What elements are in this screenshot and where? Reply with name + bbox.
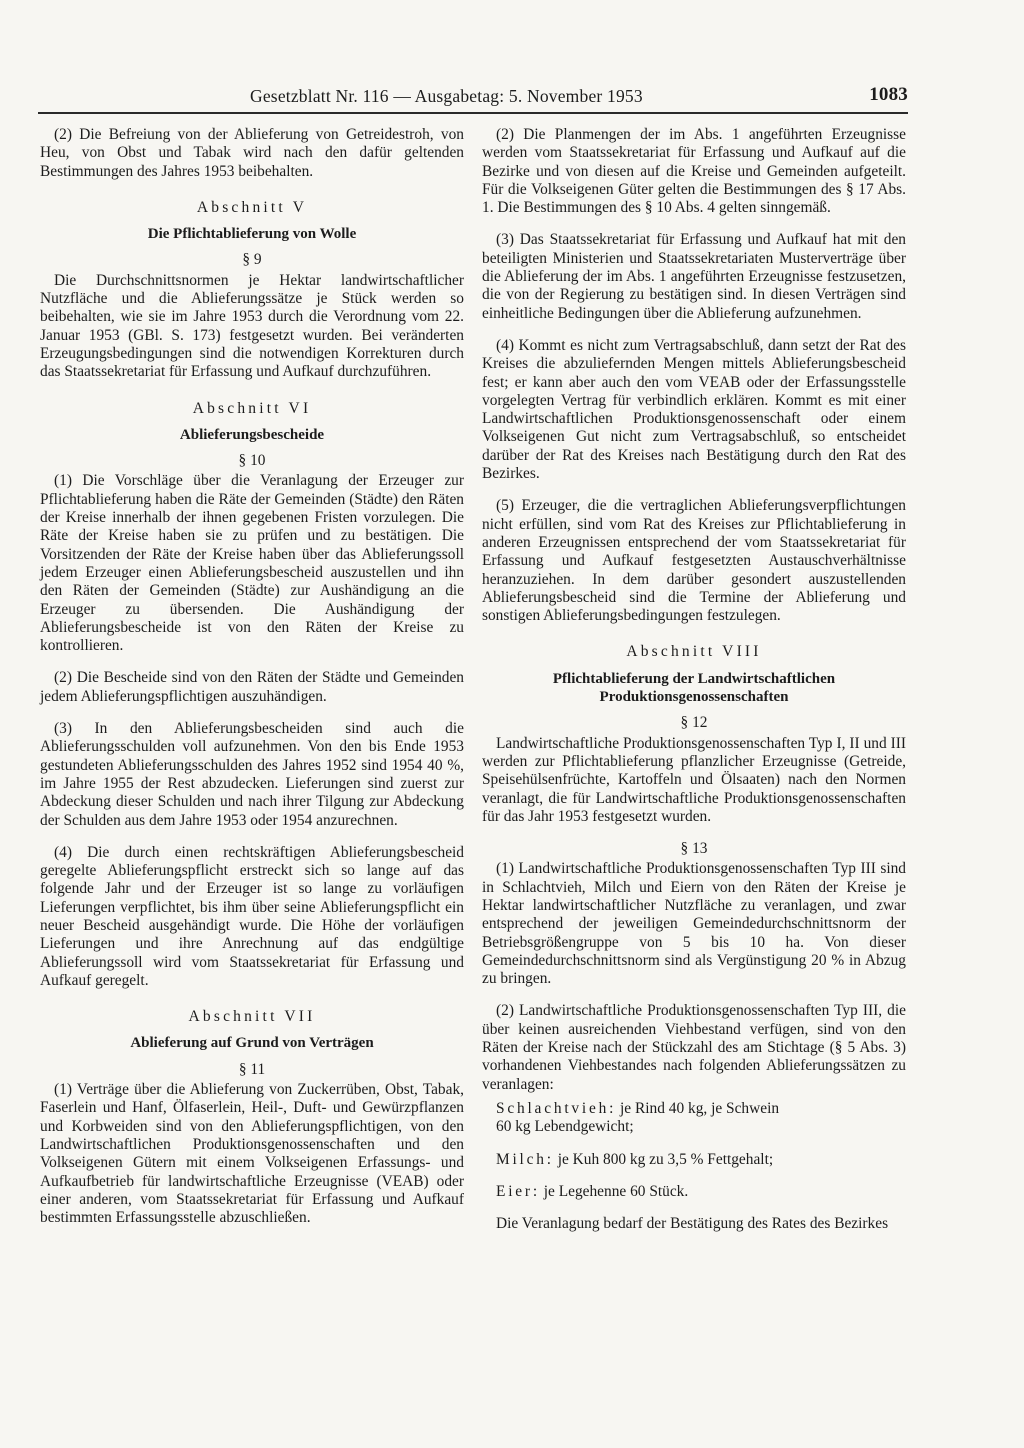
paragraph: Die Durchschnittsnormen je Hektar landwirtschaftlicher Nutzfläche und die Ablieferungssätze je Stück werden so beibehalten, wie sie im Jahre 1953 durch die Verordnung vom 22. Januar 1953 (GBl. S. 173) festgesetzt wurden. Bei veränderten Erzeugungsbedingungen sind die notwendigen Korrekturen durch das Staatssekretariat für Erfassung und Aufkauf durchzuführen. bbox=[40, 271, 464, 381]
page-header bbox=[90, 84, 908, 114]
section-title: Abschnitt VII bbox=[188, 1008, 316, 1026]
header-rule bbox=[38, 112, 908, 114]
right-column bbox=[482, 126, 906, 1247]
paragraph: Die Veranlagung bedarf der Bestätigung des Rates des Bezirkes bbox=[496, 1215, 889, 1233]
paragraph: (1) Die Vorschläge über die Veranlagung der Erzeuger zur Pflichtablieferung haben die Räte der Gemeinden (Städte) den Räten der Kreise innerhalb der ihnen gegebenen Fristen vorzulegen. Die Räte der Kreise haben sie zu prüfen und zu bestätigen. Die Vorsitzenden der Räte der Kreise haben über das Ablieferungssoll jedem Erzeuger einen Ablieferungsbescheid auszustellen und ihn den Räten der Gemeinden (Städte) zur Aushändigung an die Erzeuger zu übersenden. Die Aushändigung der Ablieferungsbescheide ist von den Räten der Kreise zu kontrollieren. bbox=[40, 472, 464, 655]
left-column bbox=[40, 126, 464, 1241]
rate-item-schlachtvieh bbox=[482, 1100, 906, 1137]
paragraph: (4) Kommt es nicht zum Vertragsabschluß, dann setzt der Rat des Kreises die abzuliefernden Mengen mittels Ablieferungsbescheid fest; er kann aber auch den vom VEAB oder der Erfassungsstelle vorgelegten Vertrag für verbindlich erklären. Kommt es mit einer Landwirtschaftlichen Produktionsgenossenschaft oder einem Volkseigenen Gut nicht zum Vertragsabschluß, so entscheidet darüber der Rat des Kreises nach Bestätigung durch den Rat des Bezirkes. bbox=[482, 336, 906, 483]
rate-label: Milch: bbox=[496, 1150, 554, 1168]
paragraph-number: § 9 bbox=[242, 251, 262, 269]
paragraph-number: § 10 bbox=[238, 452, 266, 470]
section-heading: Die Pflichtablieferung von Wolle bbox=[147, 226, 357, 243]
paragraph: (1) Verträge über die Ablieferung von Zuckerrüben, Obst, Tabak, Faserlein und Hanf, Ölfaserlein, Heil-, Duft- und Gewürzpflanzen und Korbweiden sind von den Ablieferungspflichtigen, von den Landwirtschaftlichen Produktionsgenossenschaften und den Volkseigenen Gütern mit einem Volkseigenen Erfassungs- und Aufkaufbetrieb für landwirtschaftliche Erzeugnisse (VEAB) oder einer anderen, vom Staatssekretariat für Erfassung und Aufkauf bestimmten Erfassungsstelle abzuschließen. bbox=[40, 1081, 464, 1227]
rate-label: Schlachtvieh: bbox=[496, 1099, 617, 1117]
paragraph: (5) Erzeuger, die die vertraglichen Ablieferungsverpflichtungen nicht erfüllen, sind vom Rat des Kreises zur Pflichtablieferung in anderen Erzeugnissen entsprechend der vom Staatssekretariat für Erfassung und Aufkauf festgesetzten Austauschverhältnisse heranzuziehen. In dem darüber gesondert auszustellenden Ablieferungsbescheid sind die Termine der Ablieferung und sonstigen Ablieferungsbedingungen festzulegen. bbox=[482, 497, 906, 625]
paragraph-number: § 12 bbox=[680, 714, 708, 732]
section-heading-line-2: Produktionsgenossenschaften bbox=[599, 689, 789, 706]
paragraph: (1) Landwirtschaftliche Produktionsgenossenschaften Typ III sind in Schlachtvieh, Milch und Eiern von den Räten der Kreise je Hektar landwirtschaftlicher Nutzfläche zu veranlagen, und zwar entsprechend der jeweiligen Gemeindedurchschnittsnorm der Betriebsgrößengruppe von 5 bis 10 ha. Von dieser Gemeindedurchschnittsnorm sind als Vergünstigung 20 % in Abzug zu bringen. bbox=[482, 860, 906, 988]
section-heading: Ablieferungsbescheide bbox=[179, 426, 325, 443]
rate-label: Eier: bbox=[496, 1182, 540, 1200]
section-title: Abschnitt VIII bbox=[626, 643, 762, 661]
paragraph: (2) Die Bescheide sind von den Räten der Städte und Gemeinden jedem Ablieferungspflichtigen auszuhändigen. bbox=[40, 669, 464, 705]
rate-text: je Legehenne 60 Stück. bbox=[539, 1182, 689, 1200]
paragraph: Landwirtschaftliche Produktionsgenossenschaften Typ I, II und III werden zur Pflichtablieferung pflanzlicher Erzeugnisse (Getreide, Speisehülsenfrüchte, Kartoffeln und Ölsaaten) nach den Normen veranlagt, die für Landwirtschaftliche Produktionsgenossenschaften für das Jahr 1953 festgesetzt wurden. bbox=[482, 734, 906, 825]
section-title: Abschnitt V bbox=[196, 198, 308, 216]
paragraph: (4) Die durch einen rechtskräftigen Ablieferungsbescheid geregelte Ablieferungspflicht erstreckt sich so lange auf das folgende Jahr und der Erzeuger ist so lange zu vorläufigen Lieferungen verpflichtet, bis ihm über seine Ablieferungspflicht ein neuer Bescheid ausgehändigt wurde. Die Höhe der vorläufigen Lieferungen und ihre Anrechnung auf das endgültige Ablieferungssoll wird vom Staatssekretariat für Erfassung und Aufkauf geregelt. bbox=[40, 843, 464, 989]
paragraph: (2) Die Befreiung von der Ablieferung von Getreidestroh, von Heu, von Obst und Tabak wird nach den dafür geltenden Bestimmungen des Jahres 1953 beibehalten. bbox=[40, 126, 464, 180]
section-heading-line-1: Pflichtablieferung der Landwirtschaftlichen bbox=[552, 670, 836, 687]
section-heading: Ablieferung auf Grund von Verträgen bbox=[130, 1035, 374, 1052]
rate-item-milch bbox=[482, 1151, 906, 1169]
paragraph-number: § 11 bbox=[238, 1060, 266, 1078]
paragraph: (3) In den Ablieferungsbescheiden sind auch die Ablieferungsschulden voll aufzunehmen. Von den bis Ende 1953 gestundeten Ablieferungsschulden des Jahres 1952 sind 1954 40 %, im Jahre 1955 der Rest abzudecken. Lieferungen sind zuerst zur Abdeckung dieser Schulden und nach ihrer Tilgung zur Abdeckung der Schulden aus dem Jahre 1953 oder 1954 anzurechnen. bbox=[40, 720, 464, 829]
header-title: Gesetzblatt Nr. 116 — Ausgabetag: 5. November 1953 bbox=[250, 86, 643, 106]
rate-text: je Rind 40 kg, je Schwein bbox=[616, 1099, 780, 1117]
rate-text: je Kuh 800 kg zu 3,5 % Fettgehalt; bbox=[553, 1150, 774, 1168]
paragraph: (2) Landwirtschaftliche Produktionsgenossenschaften Typ III, die über keinen ausreichenden Viehbestand verfügen, sind von den Räten der Kreise nach der Stückzahl des am Stichtage (§ 5 Abs. 3) vorhandenen Viehbestandes nach folgenden Ablieferungssätzen zu veranlagen: bbox=[482, 1002, 906, 1093]
paragraph-number: § 13 bbox=[680, 840, 708, 858]
section-title: Abschnitt VI bbox=[192, 399, 312, 417]
rate-item-eier bbox=[482, 1183, 906, 1201]
paragraph: (2) Die Planmengen der im Abs. 1 angeführten Erzeugnisse werden vom Staatssekretariat für Erfassung und Aufkauf auf die Bezirke und von diesen auf die Kreise und Gemeinden aufgeteilt. Für die Volkseigenen Güter gelten die Bestimmungen des § 17 Abs. 1. Die Bestimmungen des § 10 Abs. 4 gelten sinngemäß. bbox=[482, 126, 906, 217]
rate-text-continued: 60 kg Lebendgewicht; bbox=[496, 1118, 634, 1136]
paragraph: (3) Das Staatssekretariat für Erfassung und Aufkauf hat mit den beteiligten Ministerien und Staatssekretariaten Musterverträge über die Ablieferung der im Abs. 1 angeführten Erzeugnisse festzusetzen, die von der Regierung zu bestätigen sind. In diesen Verträgen sind einheitliche Bedingungen über die Ablieferung aufzunehmen. bbox=[482, 231, 906, 322]
page-number: 1083 bbox=[869, 84, 908, 105]
